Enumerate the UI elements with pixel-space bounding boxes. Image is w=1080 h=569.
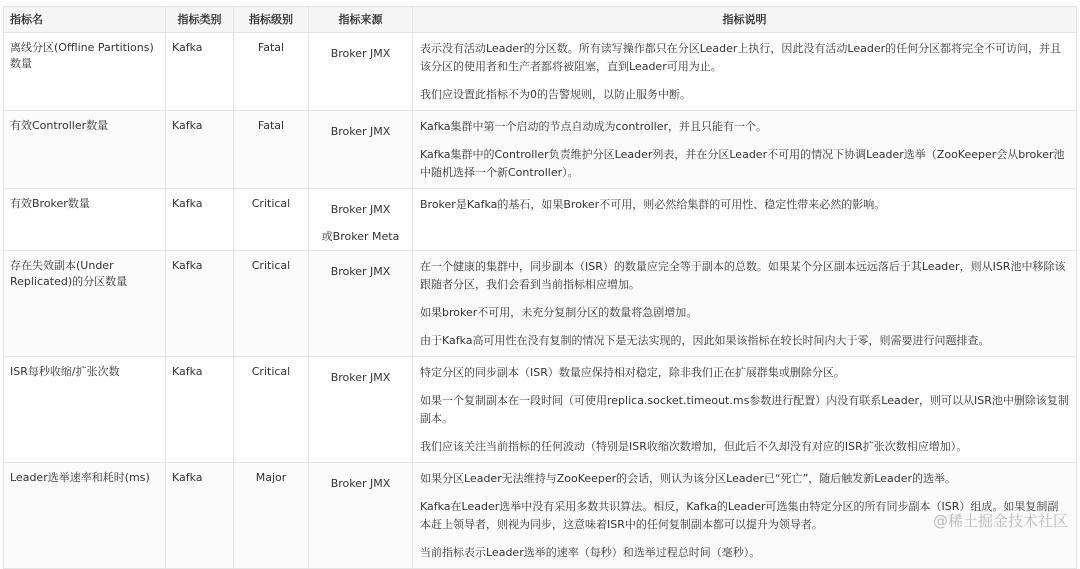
cell-metric-category: Kafka [166,251,234,357]
cell-metric-category: Kafka [166,357,234,463]
table-row [4,463,1077,569]
cell-metric-level: Critical [234,251,309,357]
header-metric-description: 指标说明 [413,7,1077,33]
cell-metric-source [309,111,413,189]
description-paragraph: 我们应该关注当前指标的任何波动（特别是ISR收缩次数增加，但此后不久却没有对应的ISR扩张次数相应增加）。 [420,440,968,453]
header-metric-level: 指标级别 [234,7,309,33]
header-metric-name: 指标名 [4,7,166,33]
header-row [4,7,1077,33]
cell-metric-name: 有效Broker数量 [4,189,166,251]
cell-metric-name: 存在失效副本(Under Replicated)的分区数量 [4,251,166,357]
header-metric-source: 指标来源 [309,7,413,33]
watermark: @稀土掘金技术社区 [932,512,1068,530]
cell-metric-source [309,251,413,357]
cell-metric-name: Leader选举速率和耗时(ms) [4,463,166,569]
cell-metric-description [413,33,1077,111]
cell-metric-description [413,189,1077,251]
description-paragraph: 如果分区Leader无法维持与ZooKeeper的会话，则认为该分区Leader已“死亡”，随后触发新Leader的选举。 [420,472,957,485]
table-row [4,33,1077,111]
source-line: Broker JMX [330,265,391,278]
cell-metric-description [413,251,1077,357]
source-line: Broker JMX [330,371,391,384]
header-metric-category: 指标类别 [166,7,234,33]
description-paragraph: 在一个健康的集群中，同步副本（ISR）的数量应完全等于副本的总数。如果某个分区副本远远落后于其Leader，则从ISR池中移除该跟随者分区，我们会看到当前指标相应增加。 [420,260,1066,291]
source-line: 或Broker Meta [321,230,400,243]
cell-metric-level: Major [234,463,309,569]
table-row [4,189,1077,251]
cell-metric-source [309,189,413,251]
description-paragraph: 特定分区的同步副本（ISR）数量应保持相对稳定，除非我们正在扩展群集或删除分区。 [420,366,845,379]
description-paragraph: Kafka集群中第一个启动的节点自动成为controller，并且只能有一个。 [420,120,768,133]
cell-metric-source [309,33,413,111]
cell-metric-name: ISR每秒收缩/扩张次数 [4,357,166,463]
cell-metric-source [309,463,413,569]
description-paragraph: Broker是Kafka的基石，如果Broker不可用，则必然给集群的可用性、稳定性带来必然的影响。 [420,198,886,211]
metrics-table [3,6,1077,569]
cell-metric-source [309,357,413,463]
source-line: Broker JMX [330,125,391,138]
cell-metric-description [413,357,1077,463]
cell-metric-category: Kafka [166,463,234,569]
cell-metric-category: Kafka [166,111,234,189]
description-paragraph: 如果broker不可用，未充分复制分区的数量将急剧增加。 [420,306,698,319]
cell-metric-level: Fatal [234,111,309,189]
source-line: Broker JMX [330,47,391,60]
cell-metric-level: Critical [234,357,309,463]
description-paragraph: 如果一个复制副本在一段时间（可使用replica.socket.timeout.ms参数进行配置）内没有联系Leader，则可以从ISR池中删除该复制副本。 [420,394,1069,425]
description-paragraph: Kafka集群中的Controller负责维护分区Leader列表，并在分区Leader不可用的情况下协调Leader选举（ZooKeeper会从broker池中随机选择一个新Controller）。 [420,148,1065,179]
table-row [4,357,1077,463]
cell-metric-level: Fatal [234,33,309,111]
cell-metric-level: Critical [234,189,309,251]
source-line: Broker JMX [330,203,391,216]
description-paragraph: 表示没有活动Leader的分区数。所有读写操作都只在分区Leader上执行，因此没有活动Leader的任何分区都将完全不可访问，并且该分区的使用者和生产者都将被阻塞，直到Leader可用为止。 [420,42,1062,73]
description-paragraph: 当前指标表示Leader选举的速率（每秒）和选举过程总时间（毫秒）。 [420,546,761,559]
description-paragraph: 我们应设置此指标不为0的告警规则，以防止服务中断。 [420,88,691,101]
table-row [4,111,1077,189]
description-paragraph: Kafka在Leader选举中没有采用多数共识算法。相反，Kafka的Leader可选集由特定分区的所有同步副本（ISR）组成。如果复制副本赶上领导者，则视为同步，这意味着ISR中的任何复制副本都可以提升为领导者。 [420,500,1059,531]
cell-metric-description [413,111,1077,189]
cell-metric-category: Kafka [166,189,234,251]
cell-metric-name: 离线分区(Offline Partitions)数量 [4,33,166,111]
cell-metric-name: 有效Controller数量 [4,111,166,189]
cell-metric-category: Kafka [166,33,234,111]
description-paragraph: 由于Kafka高可用性在没有复制的情况下是无法实现的，因此如果该指标在较长时间内大于零，则需要进行问题排查。 [420,334,990,347]
source-line: Broker JMX [330,477,391,490]
table-row [4,251,1077,357]
